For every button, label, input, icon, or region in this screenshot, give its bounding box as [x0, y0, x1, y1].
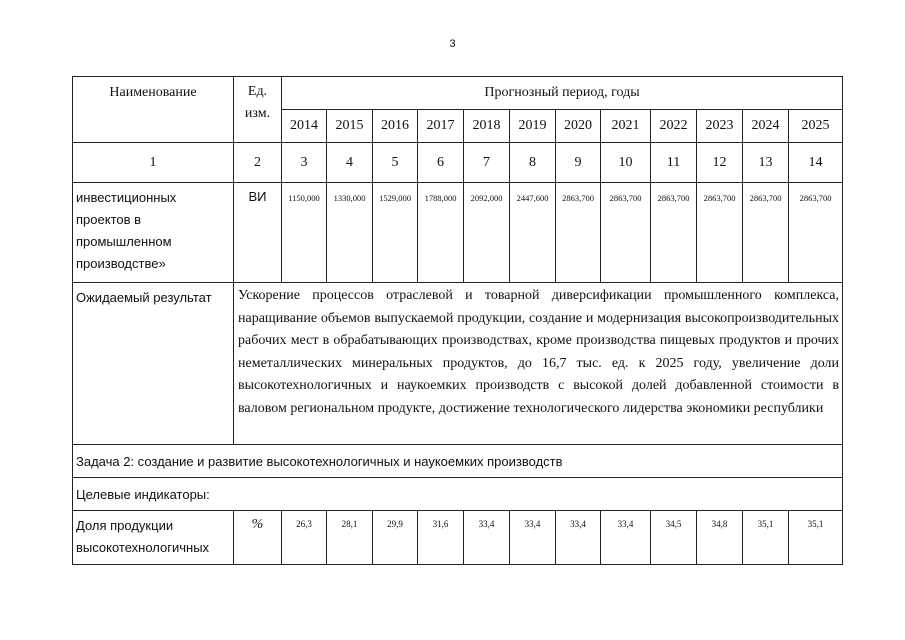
- column-number-cell: 7: [464, 143, 510, 183]
- investment-value-cell: 2863,700: [697, 183, 743, 283]
- column-number-cell: 11: [651, 143, 697, 183]
- column-number-cell: 6: [418, 143, 464, 183]
- page-number: 3: [449, 38, 456, 50]
- share-value-cell: 33,4: [510, 511, 556, 565]
- investment-value-cell: 2863,700: [651, 183, 697, 283]
- investment-row: [73, 183, 843, 283]
- result-label: Ожидаемый результат: [73, 283, 234, 445]
- column-number-cell: 13: [743, 143, 789, 183]
- column-number-row: [73, 143, 843, 183]
- header-period: Прогнозный период, годы: [282, 77, 843, 110]
- investment-value-cell: 1529,000: [373, 183, 418, 283]
- investment-value-cell: 2092,000: [464, 183, 510, 283]
- column-number-cell: 3: [282, 143, 327, 183]
- indicators-text: Целевые индикаторы:: [73, 478, 843, 511]
- investment-value-cell: 2447,600: [510, 183, 556, 283]
- column-number-cell: 5: [373, 143, 418, 183]
- year-cell: 2021: [601, 110, 651, 143]
- column-number-cell: 4: [327, 143, 373, 183]
- column-number-cell: 2: [234, 143, 282, 183]
- header-unit: Ед. изм.: [234, 77, 282, 143]
- share-value-cell: 31,6: [418, 511, 464, 565]
- share-value-cell: 33,4: [464, 511, 510, 565]
- investment-value-cell: 1150,000: [282, 183, 327, 283]
- year-cell: 2019: [510, 110, 556, 143]
- share-row: [73, 511, 843, 565]
- year-cell: 2022: [651, 110, 697, 143]
- share-label: Доля продукции высокотехнологичных: [73, 511, 234, 565]
- column-number-cell: 1: [73, 143, 234, 183]
- share-value-cell: 35,1: [743, 511, 789, 565]
- share-value-cell: 35,1: [789, 511, 843, 565]
- share-value-cell: 34,5: [651, 511, 697, 565]
- share-unit: %: [234, 511, 282, 565]
- year-cell: 2016: [373, 110, 418, 143]
- share-value-cell: 29,9: [373, 511, 418, 565]
- year-cell: 2023: [697, 110, 743, 143]
- column-number-cell: 14: [789, 143, 843, 183]
- investment-value-cell: 2863,700: [743, 183, 789, 283]
- column-number-cell: 9: [556, 143, 601, 183]
- year-cell: 2017: [418, 110, 464, 143]
- column-number-cell: 8: [510, 143, 556, 183]
- result-row: [73, 283, 843, 445]
- forecast-table: [72, 76, 843, 565]
- header-name: Наименование: [73, 77, 234, 143]
- task-text: Задача 2: создание и развитие высокотехнологичных и наукоемких производств: [73, 445, 843, 478]
- investment-unit: ВИ: [234, 183, 282, 283]
- share-value-cell: 26,3: [282, 511, 327, 565]
- result-text: Ускорение процессов отраслевой и товарной диверсификации промышленного комплекса, наращивание объемов выпускаемой продукции, создание и модернизация высокопроизводительных рабочих мест в обрабатывающих производствах, кроме производства пищевых продуктов и прочих неметаллических минеральных продуктов, до 16,7 тыс. ед. к 2025 году, увеличение доли высокотехнологичных и наукоемких производств с высокой долей добавленной стоимости в валовом региональном продукте, достижение технологического лидерства экономики республики: [234, 283, 843, 445]
- column-number-cell: 12: [697, 143, 743, 183]
- share-value-cell: 33,4: [556, 511, 601, 565]
- share-value-cell: 34,8: [697, 511, 743, 565]
- share-value-cell: 33,4: [601, 511, 651, 565]
- column-number-cell: 10: [601, 143, 651, 183]
- year-cell: 2024: [743, 110, 789, 143]
- year-cell: 2014: [282, 110, 327, 143]
- year-cell: 2015: [327, 110, 373, 143]
- year-cell: 2018: [464, 110, 510, 143]
- task-row: [73, 445, 843, 478]
- indicators-row: [73, 478, 843, 511]
- investment-label: инвестиционных проектов в промышленном производстве»: [73, 183, 234, 283]
- year-cell: 2020: [556, 110, 601, 143]
- investment-value-cell: 2863,700: [601, 183, 651, 283]
- investment-value-cell: 2863,700: [789, 183, 843, 283]
- year-cell: 2025: [789, 110, 843, 143]
- share-value-cell: 28,1: [327, 511, 373, 565]
- investment-value-cell: 2863,700: [556, 183, 601, 283]
- investment-value-cell: 1330,000: [327, 183, 373, 283]
- investment-value-cell: 1788,000: [418, 183, 464, 283]
